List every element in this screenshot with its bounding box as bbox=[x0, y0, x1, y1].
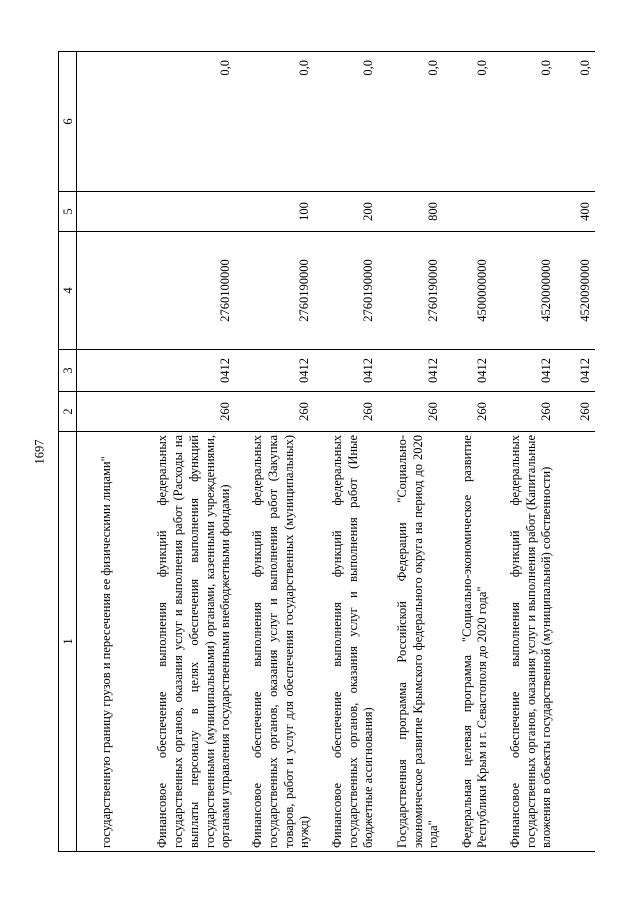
table-row bbox=[378, 52, 443, 852]
row-target: 2760100000 bbox=[116, 232, 235, 350]
table-row bbox=[314, 52, 378, 852]
row-value: 0,0 bbox=[116, 52, 235, 192]
row-type bbox=[443, 192, 492, 232]
row-section: 0412 bbox=[556, 350, 595, 392]
row-section: 0412 bbox=[378, 350, 443, 392]
row-value: 0,0 bbox=[492, 52, 556, 192]
row-type: 800 bbox=[378, 192, 443, 232]
row-name: Государственная программа Российской Федерации "Социально-экономическое развитие Крымского федерального округа на период до 2020 года" bbox=[378, 432, 443, 852]
row-type: 400 bbox=[556, 192, 595, 232]
table-row bbox=[235, 52, 314, 852]
rotated-table-page bbox=[58, 52, 593, 852]
row-target: 4520000000 bbox=[492, 232, 556, 350]
header-col-4: 4 bbox=[59, 232, 77, 350]
row-target: 4520090000 bbox=[556, 232, 595, 350]
row-target: 2760190000 bbox=[235, 232, 314, 350]
row-name bbox=[556, 432, 595, 852]
table-row bbox=[556, 52, 595, 852]
row-type: 100 bbox=[235, 192, 314, 232]
header-col-5: 5 bbox=[59, 192, 77, 232]
row-name: Финансовое обеспечение выполнения функций федеральных государственных органов, оказания услуг и выполнения работ (Иные бюджетные ассигнования) bbox=[314, 432, 378, 852]
row-target bbox=[77, 232, 117, 350]
row-type bbox=[77, 192, 117, 232]
row-code: 260 bbox=[116, 392, 235, 432]
row-name: Федеральная целевая программа "Социально-экономическое развитие Республики Крым и г. Севастополя до 2020 года" bbox=[443, 432, 492, 852]
row-section: 0412 bbox=[443, 350, 492, 392]
row-type bbox=[116, 192, 235, 232]
row-code: 260 bbox=[492, 392, 556, 432]
table-row bbox=[492, 52, 556, 852]
row-section bbox=[77, 350, 117, 392]
row-section: 0412 bbox=[116, 350, 235, 392]
row-target: 2760190000 bbox=[378, 232, 443, 350]
table-row bbox=[443, 52, 492, 852]
row-target: 2760190000 bbox=[314, 232, 378, 350]
row-code: 260 bbox=[314, 392, 378, 432]
row-value: 0,0 bbox=[314, 52, 378, 192]
row-value: 0,0 bbox=[378, 52, 443, 192]
row-section: 0412 bbox=[235, 350, 314, 392]
row-value: 0,0 bbox=[235, 52, 314, 192]
header-col-3: 3 bbox=[59, 350, 77, 392]
table-row bbox=[77, 52, 117, 852]
row-code bbox=[77, 392, 117, 432]
budget-table bbox=[58, 51, 595, 852]
row-type: 200 bbox=[314, 192, 378, 232]
header-col-1: 1 bbox=[59, 432, 77, 852]
row-section: 0412 bbox=[314, 350, 378, 392]
row-value bbox=[77, 52, 117, 192]
header-col-6: 6 bbox=[59, 52, 77, 192]
header-row bbox=[59, 52, 77, 852]
row-value: 0,0 bbox=[556, 52, 595, 192]
row-type bbox=[492, 192, 556, 232]
row-name: Финансовое обеспечение выполнения функций федеральных государственных органов, оказания услуг и выполнения работ (Капитальные вложения в объекты государственной (муниципальной) собственности) bbox=[492, 432, 556, 852]
row-target: 4500000000 bbox=[443, 232, 492, 350]
table-row bbox=[116, 52, 235, 852]
row-name: государственную границу грузов и пересечения ее физическими лицами" bbox=[77, 432, 117, 852]
row-name: Финансовое обеспечение выполнения функций федеральных государственных органов, оказания услуг и выполнения работ (Закупка товаров, работ и услуг для обеспечения государственных (муниципальных) нужд) bbox=[235, 432, 314, 852]
header-col-2: 2 bbox=[59, 392, 77, 432]
row-name: Финансовое обеспечение выполнения функций федеральных государственных органов, оказания услуг и выполнения работ (Расходы на выплаты персоналу в целях обеспечения выполнения функций государственными (муниципальными) органами, казенными учреждениями, органами управления государственными внебюджетными фондами) bbox=[116, 432, 235, 852]
row-value: 0,0 bbox=[443, 52, 492, 192]
row-code: 260 bbox=[556, 392, 595, 432]
row-code: 260 bbox=[443, 392, 492, 432]
row-code: 260 bbox=[378, 392, 443, 432]
row-code: 260 bbox=[235, 392, 314, 432]
row-section: 0412 bbox=[492, 350, 556, 392]
